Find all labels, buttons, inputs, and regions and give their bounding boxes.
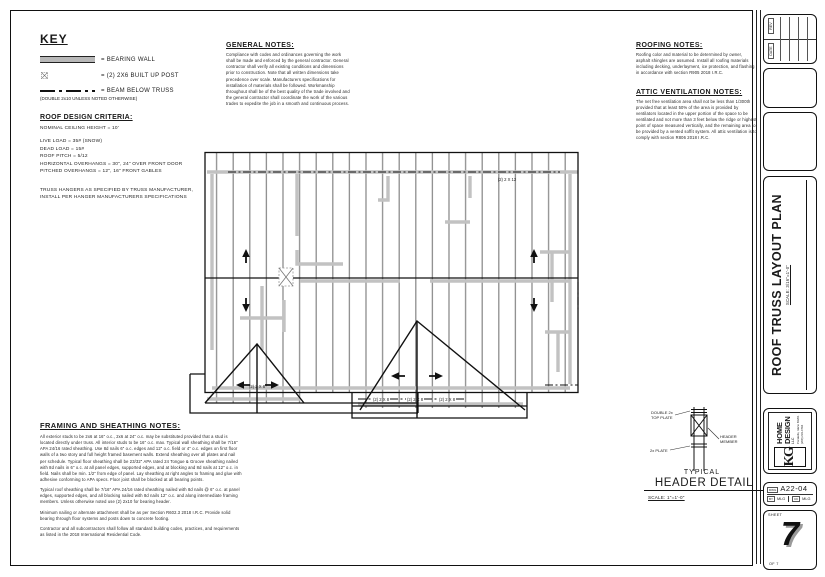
revision-column-line <box>789 17 790 61</box>
by-label: BY <box>769 497 774 502</box>
framing-notes-paragraph: Contractor and all subcontractors shall follow all standard building codes, practices, and requirements as listed in the 2018 International Residential Code. <box>40 525 240 537</box>
sheet-number: 7 <box>780 515 800 552</box>
logo-name-line: HOME <box>775 422 785 444</box>
firm-logo <box>768 412 812 470</box>
dwg-number: A22-04 <box>780 484 808 493</box>
ck-value: MLG <box>802 497 811 502</box>
detail-title-typical: TYPICAL <box>683 469 721 476</box>
logo-name-line: DESIGN <box>782 416 792 444</box>
beam-below-truss-icon <box>40 88 95 94</box>
roofing-notes-body: Roofing color and material to be determined by owner, asphalt shingles are assumed. Install all roofing materials including decking, underlayment, ice protection, and flashing in accordance with section R905 2018 I.R.C. <box>636 52 755 76</box>
firm-logo-box <box>763 408 817 474</box>
framing-notes-paragraph: Minimum nailing or alternate attachment shall be as per Section R602.3 2018 I.R.C. Provide solid bearing through floor systems and posts down to concrete footing. <box>40 509 231 521</box>
header-member-label: HEADER <box>720 434 737 439</box>
revision-divider <box>764 39 816 40</box>
attic-notes-title: ATTIC VENTILATION NOTES: <box>636 88 743 96</box>
criteria-line: LIVE LOAD = 35# (SNOW) <box>40 139 103 145</box>
criteria-line: HORIZONTAL OVERHANGS = 30", 24" OVER FRONT DOOR <box>40 161 183 167</box>
header-detail <box>638 405 766 515</box>
roof-truss-plan-drawing <box>185 145 660 435</box>
logo-text <box>776 412 804 444</box>
revision-column-line <box>780 17 781 61</box>
revision-column-line <box>798 17 799 61</box>
beam-label: (2) 2 X 8 <box>438 397 456 402</box>
key-label: = BEARING WALL <box>101 56 156 63</box>
attic-notes-body: The net free ventilation area shall not be less than 1/300th provided that at least 50% of the area is provided by ventilators located in the upper portion of the space to be ventilated and not more than 3 feet below the ridge or highest point of space measured vertically, and the remaining area to be provided by a vented soffit system. All attic ventilation is to comply with section R806 2018 I.R.C. <box>636 98 757 141</box>
key-item-beam-below-truss <box>40 88 222 94</box>
dwg-label: DWG <box>769 488 777 492</box>
detail-title: HEADER DETAIL <box>644 477 764 491</box>
criteria-line: PITCHED OVERHANGS = 12", 16" FRONT GABLES <box>40 169 162 175</box>
key-title: KEY <box>40 32 68 46</box>
sheet-of: OF 7 <box>769 562 779 566</box>
revision-row-label: DATE <box>768 43 774 59</box>
truss-field <box>206 153 578 392</box>
sheet-number-box <box>763 510 817 570</box>
sheet-title-box <box>763 176 817 394</box>
beam-label: (2) 2 X 12 <box>497 177 517 182</box>
sheet-title-rotated <box>770 180 810 390</box>
revision-column-line <box>807 17 808 61</box>
general-notes-title: GENERAL NOTES: <box>226 42 295 49</box>
bearing-wall-icon <box>40 56 95 63</box>
header-detail-geometry <box>691 407 707 471</box>
roofing-and-attic-notes <box>636 42 757 142</box>
dwg-number-row <box>767 484 813 495</box>
key-label: = BEAM BELOW TRUSS <box>101 88 174 94</box>
criteria-line: DEAD LOAD = 15# <box>40 146 85 152</box>
revision-row-label: REV <box>768 18 774 34</box>
drawn-by <box>767 496 788 502</box>
plate-label: 2x PLATE <box>650 448 668 453</box>
criteria-line: ROOF PITCH = 5/12 <box>40 154 88 160</box>
general-notes-body: Compliance with codes and ordinances governing the work shall be made and enforced by the general contractor. General contractor shall verify all existing conditions and dimensions prior to construction. Note that all written dimensions take precedence over scale. Manufacturers specifications for installation of materials shall be followed. Workmanship throughout shall be of the best quality of the trade involved and the general contractor shall coordinate the work of the various trades to expedite the job in a smooth and continuous process. <box>226 52 350 107</box>
criteria-line: NOMINAL CEILING HEIGHT = 10' <box>40 126 119 131</box>
logo-address: Pocatello, Idaho 83201 (208) 233-4794 <box>796 415 804 444</box>
built-up-post-marker <box>279 268 293 286</box>
logo-suffix: LLC <box>790 437 795 444</box>
framing-notes-paragraph: All exterior studs to be 2x6 at 16" o.c., 2x6 at 24" o.c. may be substituted provided that a stud is located directly under truss. All interior studs to be 16" o.c. max. Typical wall sheathing shall be 7/16" APA 24/16 rated sheathing. Use 8d nails 6" o.c. edges and 12" o.c. field or 4" o.c. edges on first floor walls of a two story and full height framed basement walls. Extend sheathing over all plates and nail per schedule. Typical floor sheathing shall be 23/32" APA rated 24 Tongue & Groove sheathing nailed with 8d nails in 6" o.c. at all panel edges, supported edges, and at blocking and 8d nails at 12" o.c. in field. Nails shall be min. 1/2" from edge of panel. Lay sheathing at right angles to framing and glue with adhesive conforming to APA specs. Floor joist shall be blocked at all bearing points. <box>40 434 242 482</box>
key-item-bearing-wall <box>40 56 222 63</box>
top-plate-label: DOUBLE 2x <box>651 410 673 415</box>
beam-label: (2) 2 X 8 <box>372 397 390 402</box>
dwg-credits-row <box>767 495 813 502</box>
built-up-post-icon <box>41 72 48 79</box>
header-member-label: MEMBER <box>720 439 738 444</box>
ck-label: CK <box>794 497 799 502</box>
titleblock-blank-box <box>763 112 817 171</box>
roofing-notes-title: ROOFING NOTES: <box>636 42 703 49</box>
sheet-scale: SCALE: 3/16"=1'-0" <box>785 264 790 306</box>
truss-hanger-note: TRUSS HANGERS AS SPECIFIED BY TRUSS MANUFACTURER, INSTALL PER HANGER MANUFACTURERS SPECIFICATIONS <box>40 187 194 200</box>
logo-monogram: KG <box>774 447 806 467</box>
key-item-built-up-post <box>40 72 222 79</box>
beam-label: (2) 2 X 8 <box>248 384 266 389</box>
drawing-number-box <box>763 482 817 506</box>
revision-table <box>763 14 817 64</box>
beam-note: (DOUBLE 2x10 UNLESS NOTED OTHERWISE) <box>40 96 138 101</box>
titleblock-blank-box <box>763 68 817 108</box>
framing-sheathing-notes <box>40 421 242 538</box>
sheet-label: SHEET <box>768 513 783 517</box>
sheet-title: ROOF TRUSS LAYOUT PLAN <box>770 194 784 376</box>
top-plate-label: TOP PLATE <box>651 415 673 420</box>
roof-design-criteria-title: ROOF DESIGN CRITERIA: <box>40 114 133 121</box>
beam-label: (2) 2 X 8 <box>406 397 424 402</box>
general-notes <box>226 42 350 107</box>
key-label: = (2) 2X6 BUILT UP POST <box>101 72 179 79</box>
by-value: MLG <box>777 497 786 502</box>
framing-notes-title: FRAMING AND SHEATHING NOTES: <box>40 421 181 430</box>
checked-by <box>788 496 813 502</box>
framing-notes-paragraph: Typical roof sheathing shall be 7/16" APA 24/16 rated sheathing nailed with 8d nails @ 6" o.c. at panel edges, supported edges, and all blocking nailed with 8d nails 12" o.c. and along intermediate framing members. Unless otherwise noted use (2) 2x10 for bearing header. <box>40 487 240 505</box>
detail-scale: SCALE: 1"=1'-0" <box>648 495 685 500</box>
